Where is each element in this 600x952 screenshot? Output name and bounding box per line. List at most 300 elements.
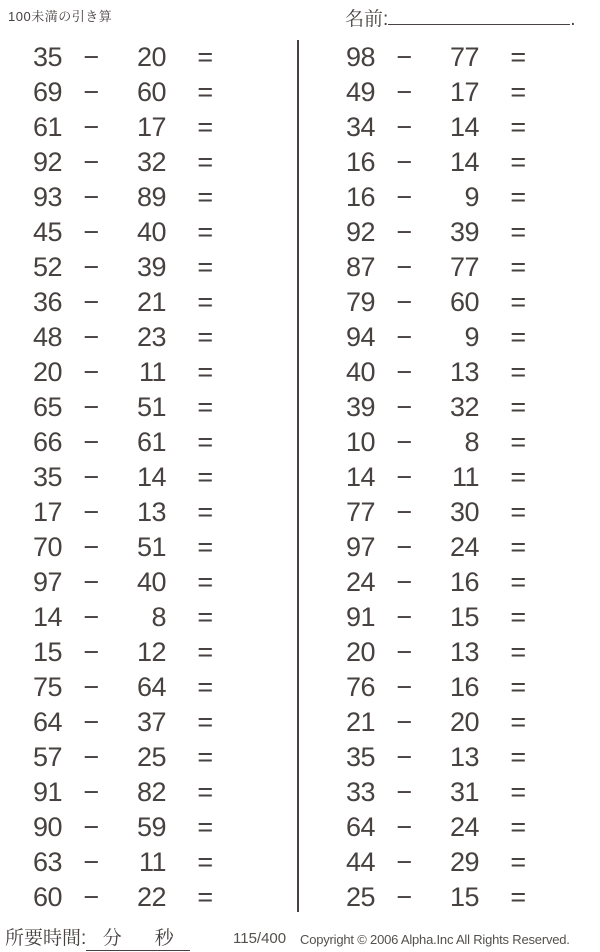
- minuend: 97: [32, 567, 62, 597]
- minuend: 93: [32, 182, 62, 212]
- time-field: [5, 923, 190, 951]
- equals-sign: =: [197, 882, 213, 912]
- subtrahend: 60: [449, 287, 479, 317]
- equals-sign: =: [510, 742, 526, 772]
- answer-blank: [244, 565, 284, 600]
- equals-sign: =: [197, 287, 213, 317]
- problem-row: [325, 600, 597, 635]
- answer-blank: [557, 495, 597, 530]
- equals-sign: =: [197, 602, 213, 632]
- equals-sign: =: [510, 707, 526, 737]
- problem-row: [325, 425, 597, 460]
- minuend: 10: [345, 427, 375, 457]
- problem-row: [12, 110, 284, 145]
- equals-sign: =: [197, 497, 213, 527]
- minuend: 16: [345, 147, 375, 177]
- problem-row: [12, 775, 284, 810]
- name-blank-line: [388, 24, 570, 25]
- minuend: 16: [345, 182, 375, 212]
- answer-blank: [557, 75, 597, 110]
- subtrahend: 40: [136, 217, 166, 247]
- answer-blank: [557, 460, 597, 495]
- minus-sign: −: [83, 322, 99, 352]
- problem-row: [325, 320, 597, 355]
- minus-sign: −: [396, 602, 412, 632]
- minus-sign: −: [396, 182, 412, 212]
- minuend: 35: [32, 42, 62, 72]
- minuend: 57: [32, 742, 62, 772]
- minuend: 91: [32, 777, 62, 807]
- equals-sign: =: [197, 427, 213, 457]
- minuend: 98: [345, 42, 375, 72]
- problem-row: [12, 320, 284, 355]
- subtrahend: 13: [449, 637, 479, 667]
- subtrahend: 21: [136, 287, 166, 317]
- answer-blank: [244, 180, 284, 215]
- minuend: 61: [32, 112, 62, 142]
- problem-row: [325, 285, 597, 320]
- answer-blank: [557, 285, 597, 320]
- subtrahend: 51: [136, 532, 166, 562]
- time-label: 所要時間:: [5, 928, 87, 949]
- equals-sign: =: [197, 217, 213, 247]
- problem-row: [12, 845, 284, 880]
- answer-blank: [557, 530, 597, 565]
- minus-sign: −: [396, 357, 412, 387]
- equals-sign: =: [510, 497, 526, 527]
- minus-sign: −: [83, 217, 99, 247]
- minus-sign: −: [396, 252, 412, 282]
- name-field: [345, 4, 576, 31]
- subtrahend: 24: [449, 532, 479, 562]
- equals-sign: =: [197, 567, 213, 597]
- subtrahend: 20: [136, 42, 166, 72]
- answer-blank: [557, 145, 597, 180]
- equals-sign: =: [510, 217, 526, 247]
- minus-sign: −: [396, 392, 412, 422]
- equals-sign: =: [197, 777, 213, 807]
- answer-blank: [557, 880, 597, 915]
- subtrahend: 11: [138, 357, 166, 387]
- equals-sign: =: [197, 392, 213, 422]
- subtrahend: 13: [449, 742, 479, 772]
- problem-row: [325, 495, 597, 530]
- minus-sign: −: [396, 42, 412, 72]
- answer-blank: [244, 495, 284, 530]
- equals-sign: =: [510, 392, 526, 422]
- problem-row: [12, 425, 284, 460]
- answer-blank: [244, 775, 284, 810]
- answer-blank: [244, 285, 284, 320]
- minus-sign: −: [396, 672, 412, 702]
- subtrahend: 20: [449, 707, 479, 737]
- problem-row: [325, 880, 597, 915]
- equals-sign: =: [197, 42, 213, 72]
- problem-row: [12, 355, 284, 390]
- subtrahend: 32: [449, 392, 479, 422]
- problem-row: [12, 565, 284, 600]
- answer-blank: [557, 705, 597, 740]
- subtrahend: 40: [136, 567, 166, 597]
- subtrahend: 31: [449, 777, 479, 807]
- problem-row: [325, 355, 597, 390]
- answer-blank: [557, 40, 597, 75]
- minus-sign: −: [396, 322, 412, 352]
- subtrahend: 39: [136, 252, 166, 282]
- worksheet-title: 100未満の引き算: [8, 9, 113, 24]
- equals-sign: =: [197, 322, 213, 352]
- answer-blank: [244, 250, 284, 285]
- answer-blank: [244, 460, 284, 495]
- minuend: 79: [345, 287, 375, 317]
- subtrahend: 8: [464, 427, 479, 457]
- minuend: 91: [345, 602, 375, 632]
- equals-sign: =: [197, 357, 213, 387]
- subtrahend: 39: [449, 217, 479, 247]
- minus-sign: −: [396, 427, 412, 457]
- minus-sign: −: [83, 392, 99, 422]
- answer-blank: [557, 355, 597, 390]
- equals-sign: =: [510, 252, 526, 282]
- page-indicator: 115/400: [233, 930, 287, 947]
- name-label: 名前:: [345, 9, 389, 30]
- minuend: 90: [32, 812, 62, 842]
- answer-blank: [244, 810, 284, 845]
- subtrahend: 13: [449, 357, 479, 387]
- equals-sign: =: [510, 357, 526, 387]
- minuend: 92: [32, 147, 62, 177]
- minus-sign: −: [83, 357, 99, 387]
- answer-blank: [557, 390, 597, 425]
- answer-blank: [557, 775, 597, 810]
- minuend: 70: [32, 532, 62, 562]
- minus-sign: −: [396, 497, 412, 527]
- minuend: 75: [32, 672, 62, 702]
- minuend: 39: [345, 392, 375, 422]
- answer-blank: [244, 390, 284, 425]
- minus-sign: −: [83, 77, 99, 107]
- answer-blank: [244, 75, 284, 110]
- minus-sign: −: [396, 462, 412, 492]
- equals-sign: =: [510, 567, 526, 597]
- problem-row: [12, 530, 284, 565]
- problem-row: [12, 390, 284, 425]
- subtrahend: 23: [136, 322, 166, 352]
- minuend: 92: [345, 217, 375, 247]
- minus-sign: −: [396, 567, 412, 597]
- minuend: 48: [32, 322, 62, 352]
- answer-blank: [557, 180, 597, 215]
- problem-row: [325, 110, 597, 145]
- problem-row: [325, 390, 597, 425]
- equals-sign: =: [510, 427, 526, 457]
- equals-sign: =: [510, 322, 526, 352]
- minuend: 25: [345, 882, 375, 912]
- answer-blank: [557, 600, 597, 635]
- subtrahend: 9: [464, 182, 479, 212]
- problems-column-right: [325, 40, 597, 915]
- subtrahend: 8: [151, 602, 166, 632]
- problem-row: [12, 880, 284, 915]
- problems-column-left: [12, 40, 284, 915]
- equals-sign: =: [197, 182, 213, 212]
- problem-row: [12, 145, 284, 180]
- minus-sign: −: [83, 182, 99, 212]
- minuend: 35: [345, 742, 375, 772]
- equals-sign: =: [510, 602, 526, 632]
- answer-blank: [244, 880, 284, 915]
- problem-row: [325, 215, 597, 250]
- subtrahend: 51: [136, 392, 166, 422]
- problem-row: [12, 215, 284, 250]
- minus-sign: −: [83, 707, 99, 737]
- problem-row: [325, 180, 597, 215]
- answer-blank: [557, 250, 597, 285]
- answer-blank: [557, 845, 597, 880]
- subtrahend: 25: [136, 742, 166, 772]
- subtrahend: 13: [136, 497, 166, 527]
- subtrahend: 64: [136, 672, 166, 702]
- answer-blank: [244, 145, 284, 180]
- answer-blank: [244, 40, 284, 75]
- minuend: 63: [32, 847, 62, 877]
- equals-sign: =: [510, 147, 526, 177]
- subtrahend: 16: [449, 672, 479, 702]
- problem-row: [12, 180, 284, 215]
- minuend: 94: [345, 322, 375, 352]
- answer-blank: [244, 215, 284, 250]
- minus-sign: −: [396, 217, 412, 247]
- problem-row: [325, 145, 597, 180]
- equals-sign: =: [197, 77, 213, 107]
- minus-sign: −: [396, 147, 412, 177]
- subtrahend: 82: [136, 777, 166, 807]
- minus-sign: −: [396, 812, 412, 842]
- problem-row: [325, 705, 597, 740]
- subtrahend: 14: [449, 147, 479, 177]
- minus-sign: −: [396, 637, 412, 667]
- equals-sign: =: [510, 112, 526, 142]
- answer-blank: [244, 530, 284, 565]
- subtrahend: 59: [136, 812, 166, 842]
- minus-sign: −: [83, 602, 99, 632]
- minuend: 45: [32, 217, 62, 247]
- answer-blank: [557, 425, 597, 460]
- equals-sign: =: [510, 77, 526, 107]
- subtrahend: 14: [136, 462, 166, 492]
- equals-sign: =: [197, 252, 213, 282]
- minuend: 44: [345, 847, 375, 877]
- equals-sign: =: [197, 707, 213, 737]
- answer-blank: [244, 320, 284, 355]
- problem-row: [325, 40, 597, 75]
- minus-sign: −: [83, 252, 99, 282]
- minus-sign: −: [396, 882, 412, 912]
- answer-blank: [557, 635, 597, 670]
- answer-blank: [244, 740, 284, 775]
- time-blank-line: [86, 923, 190, 951]
- problem-row: [12, 670, 284, 705]
- problem-row: [325, 460, 597, 495]
- seconds-label: 秒: [154, 928, 174, 949]
- subtrahend: 15: [449, 882, 479, 912]
- minus-sign: −: [83, 567, 99, 597]
- equals-sign: =: [510, 532, 526, 562]
- problem-row: [325, 670, 597, 705]
- equals-sign: =: [510, 847, 526, 877]
- minuend: 15: [32, 637, 62, 667]
- subtrahend: 11: [138, 847, 166, 877]
- subtrahend: 12: [136, 637, 166, 667]
- equals-sign: =: [510, 777, 526, 807]
- minus-sign: −: [83, 147, 99, 177]
- equals-sign: =: [510, 637, 526, 667]
- minuend: 14: [32, 602, 62, 632]
- minus-sign: −: [83, 777, 99, 807]
- minuend: 65: [32, 392, 62, 422]
- subtrahend: 60: [136, 77, 166, 107]
- minuend: 64: [32, 707, 62, 737]
- problem-row: [12, 635, 284, 670]
- answer-blank: [244, 670, 284, 705]
- minuend: 52: [32, 252, 62, 282]
- minus-sign: −: [83, 882, 99, 912]
- answer-blank: [557, 320, 597, 355]
- answer-blank: [244, 600, 284, 635]
- subtrahend: 37: [136, 707, 166, 737]
- equals-sign: =: [510, 672, 526, 702]
- subtrahend: 77: [449, 42, 479, 72]
- minus-sign: −: [396, 112, 412, 142]
- problem-row: [12, 740, 284, 775]
- minuend: 49: [345, 77, 375, 107]
- name-line-period: .: [570, 9, 576, 30]
- minuend: 87: [345, 252, 375, 282]
- minuend: 24: [345, 567, 375, 597]
- minuend: 20: [345, 637, 375, 667]
- subtrahend: 61: [136, 427, 166, 457]
- minus-sign: −: [83, 427, 99, 457]
- problem-row: [12, 705, 284, 740]
- equals-sign: =: [510, 882, 526, 912]
- problem-row: [325, 250, 597, 285]
- subtrahend: 24: [449, 812, 479, 842]
- subtrahend: 30: [449, 497, 479, 527]
- equals-sign: =: [510, 42, 526, 72]
- minuend: 66: [32, 427, 62, 457]
- minus-sign: −: [83, 462, 99, 492]
- equals-sign: =: [197, 812, 213, 842]
- minuend: 69: [32, 77, 62, 107]
- answer-blank: [557, 110, 597, 145]
- minuend: 17: [32, 497, 62, 527]
- problem-row: [12, 40, 284, 75]
- answer-blank: [244, 705, 284, 740]
- minus-sign: −: [396, 532, 412, 562]
- problem-row: [12, 495, 284, 530]
- equals-sign: =: [510, 287, 526, 317]
- minuend: 35: [32, 462, 62, 492]
- answer-blank: [557, 740, 597, 775]
- problem-row: [12, 460, 284, 495]
- equals-sign: =: [197, 637, 213, 667]
- answer-blank: [244, 355, 284, 390]
- subtrahend: 22: [136, 882, 166, 912]
- minuend: 36: [32, 287, 62, 317]
- minuend: 21: [345, 707, 375, 737]
- subtrahend: 89: [136, 182, 166, 212]
- answer-blank: [557, 810, 597, 845]
- problem-row: [12, 250, 284, 285]
- minus-sign: −: [83, 812, 99, 842]
- minus-sign: −: [83, 42, 99, 72]
- problem-row: [325, 740, 597, 775]
- column-divider: [297, 40, 299, 912]
- answer-blank: [244, 635, 284, 670]
- copyright-text: Copyright © 2006 Alpha.Inc All Rights Reserved.: [300, 932, 570, 947]
- answer-blank: [244, 110, 284, 145]
- equals-sign: =: [510, 182, 526, 212]
- equals-sign: =: [197, 112, 213, 142]
- minus-sign: −: [396, 742, 412, 772]
- equals-sign: =: [197, 672, 213, 702]
- problem-row: [325, 775, 597, 810]
- minuend: 14: [345, 462, 375, 492]
- subtrahend: 9: [464, 322, 479, 352]
- problem-row: [325, 530, 597, 565]
- minuend: 76: [345, 672, 375, 702]
- equals-sign: =: [510, 812, 526, 842]
- minus-sign: −: [83, 637, 99, 667]
- minus-sign: −: [83, 497, 99, 527]
- problem-row: [12, 810, 284, 845]
- equals-sign: =: [510, 462, 526, 492]
- minus-sign: −: [396, 777, 412, 807]
- minuend: 34: [345, 112, 375, 142]
- problem-row: [325, 565, 597, 600]
- answer-blank: [557, 215, 597, 250]
- subtrahend: 17: [449, 77, 479, 107]
- answer-blank: [557, 670, 597, 705]
- equals-sign: =: [197, 462, 213, 492]
- subtrahend: 11: [451, 462, 479, 492]
- answer-blank: [557, 565, 597, 600]
- minus-sign: −: [83, 847, 99, 877]
- minuend: 33: [345, 777, 375, 807]
- minus-sign: −: [83, 672, 99, 702]
- minus-sign: −: [83, 742, 99, 772]
- minus-sign: −: [396, 287, 412, 317]
- subtrahend: 32: [136, 147, 166, 177]
- subtrahend: 77: [449, 252, 479, 282]
- problem-row: [12, 75, 284, 110]
- minuend: 60: [32, 882, 62, 912]
- equals-sign: =: [197, 532, 213, 562]
- subtrahend: 16: [449, 567, 479, 597]
- minutes-label: 分: [102, 928, 122, 949]
- equals-sign: =: [197, 742, 213, 772]
- minus-sign: −: [396, 77, 412, 107]
- minuend: 77: [345, 497, 375, 527]
- equals-sign: =: [197, 147, 213, 177]
- minus-sign: −: [396, 707, 412, 737]
- subtrahend: 15: [449, 602, 479, 632]
- minuend: 20: [32, 357, 62, 387]
- problem-row: [325, 810, 597, 845]
- problem-row: [325, 75, 597, 110]
- problem-row: [325, 845, 597, 880]
- answer-blank: [244, 425, 284, 460]
